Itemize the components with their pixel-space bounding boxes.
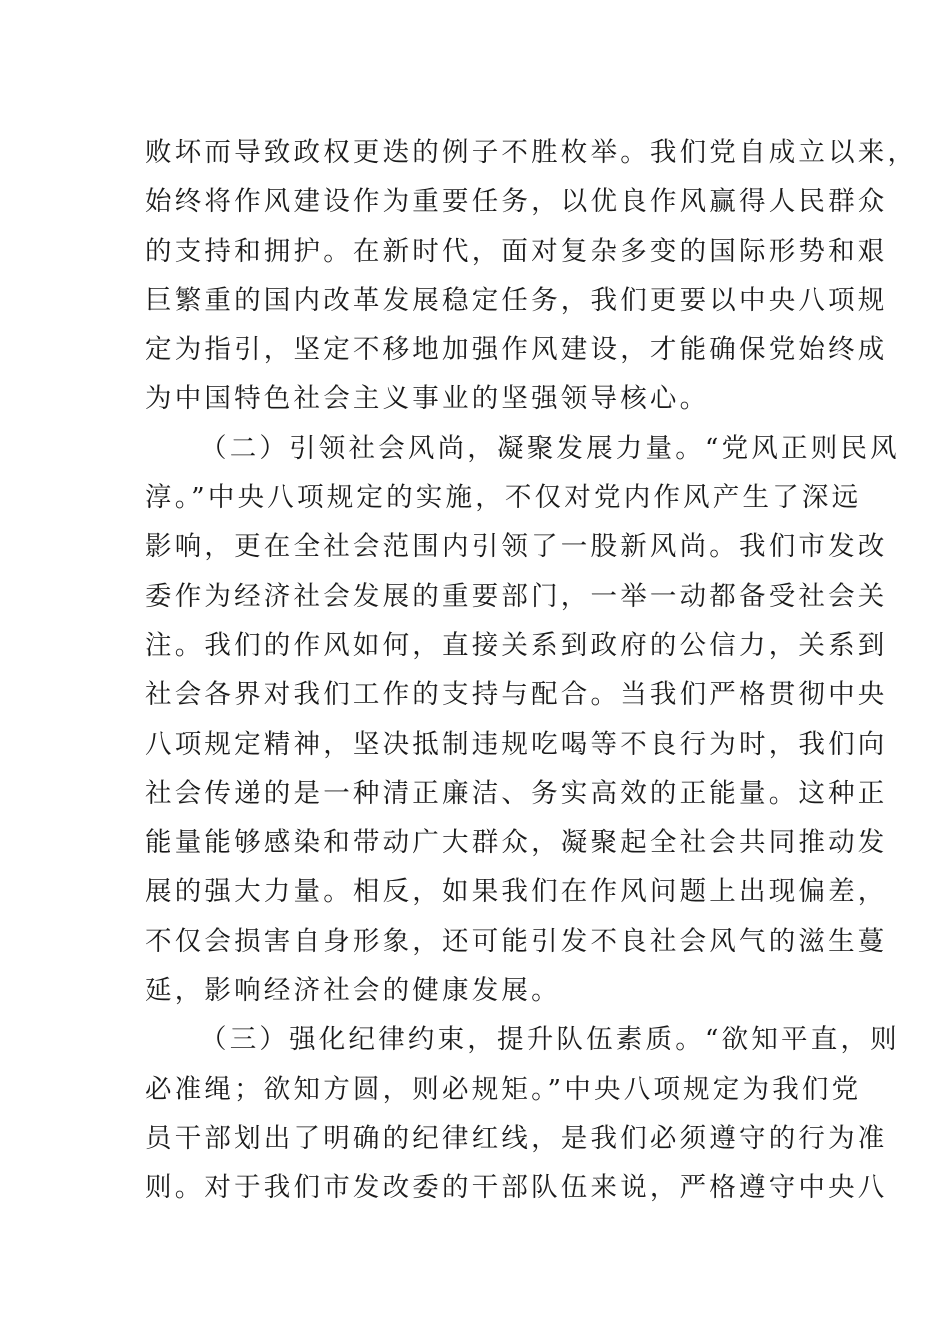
text-line: 延，影响经济社会的健康发展。 [145, 975, 561, 1007]
text-line: 委作为经济社会发展的重要部门，一举一动都备受社会关 [145, 580, 888, 612]
text-line: 注。我们的作风如何，直接关系到政府的公信力，关系到 [145, 629, 888, 661]
text-line: 巨繁重的国内改革发展稳定任务，我们更要以中央八项规 [145, 284, 888, 316]
text-line: 展的强大力量。相反，如果我们在作风问题上出现偏差， [145, 876, 888, 908]
text-line: 社会传递的是一种清正廉洁、务实高效的正能量。这种正 [145, 777, 888, 809]
text-line: 八项规定精神，坚决抵制违规吃喝等不良行为时，我们向 [145, 728, 888, 760]
text-line: 的支持和拥护。在新时代，面对复杂多变的国际形势和艰 [145, 235, 888, 267]
text-line: 淳。”中央八项规定的实施，不仅对党内作风产生了深远 [145, 482, 862, 514]
text-line: 能量能够感染和带动广大群众，凝聚起全社会共同推动发 [145, 827, 888, 859]
text-line: 不仅会损害自身形象，还可能引发不良社会风气的滋生蔓 [145, 925, 888, 957]
text-line: 败坏而导致政权更迭的例子不胜枚举。我们党自成立以来， [145, 137, 918, 168]
section-heading-line: （二）引领社会风尚，凝聚发展力量。“党风正则民风 [200, 432, 900, 464]
text-line: 始终将作风建设作为重要任务，以优良作风赢得人民群众 [145, 186, 888, 218]
text-line: 必准绳；欲知方圆，则必规矩。”中央八项规定为我们党 [145, 1073, 862, 1105]
text-line: 社会各界对我们工作的支持与配合。当我们严格贯彻中央 [145, 679, 888, 711]
document-body [145, 128, 918, 1213]
text-line: 员干部划出了明确的纪律红线，是我们必须遵守的行为准 [145, 1122, 888, 1154]
section-heading-line: （三）强化纪律约束，提升队伍素质。“欲知平直，则 [200, 1024, 900, 1056]
text-line: 则。对于我们市发改委的干部队伍来说，严格遵守中央八 [145, 1172, 888, 1204]
text-line: 为中国特色社会主义事业的坚强领导核心。 [145, 383, 710, 415]
text-line: 定为指引，坚定不移地加强作风建设，才能确保党始终成 [145, 334, 888, 366]
text-line: 影响，更在全社会范围内引领了一股新风尚。我们市发改 [145, 531, 888, 563]
